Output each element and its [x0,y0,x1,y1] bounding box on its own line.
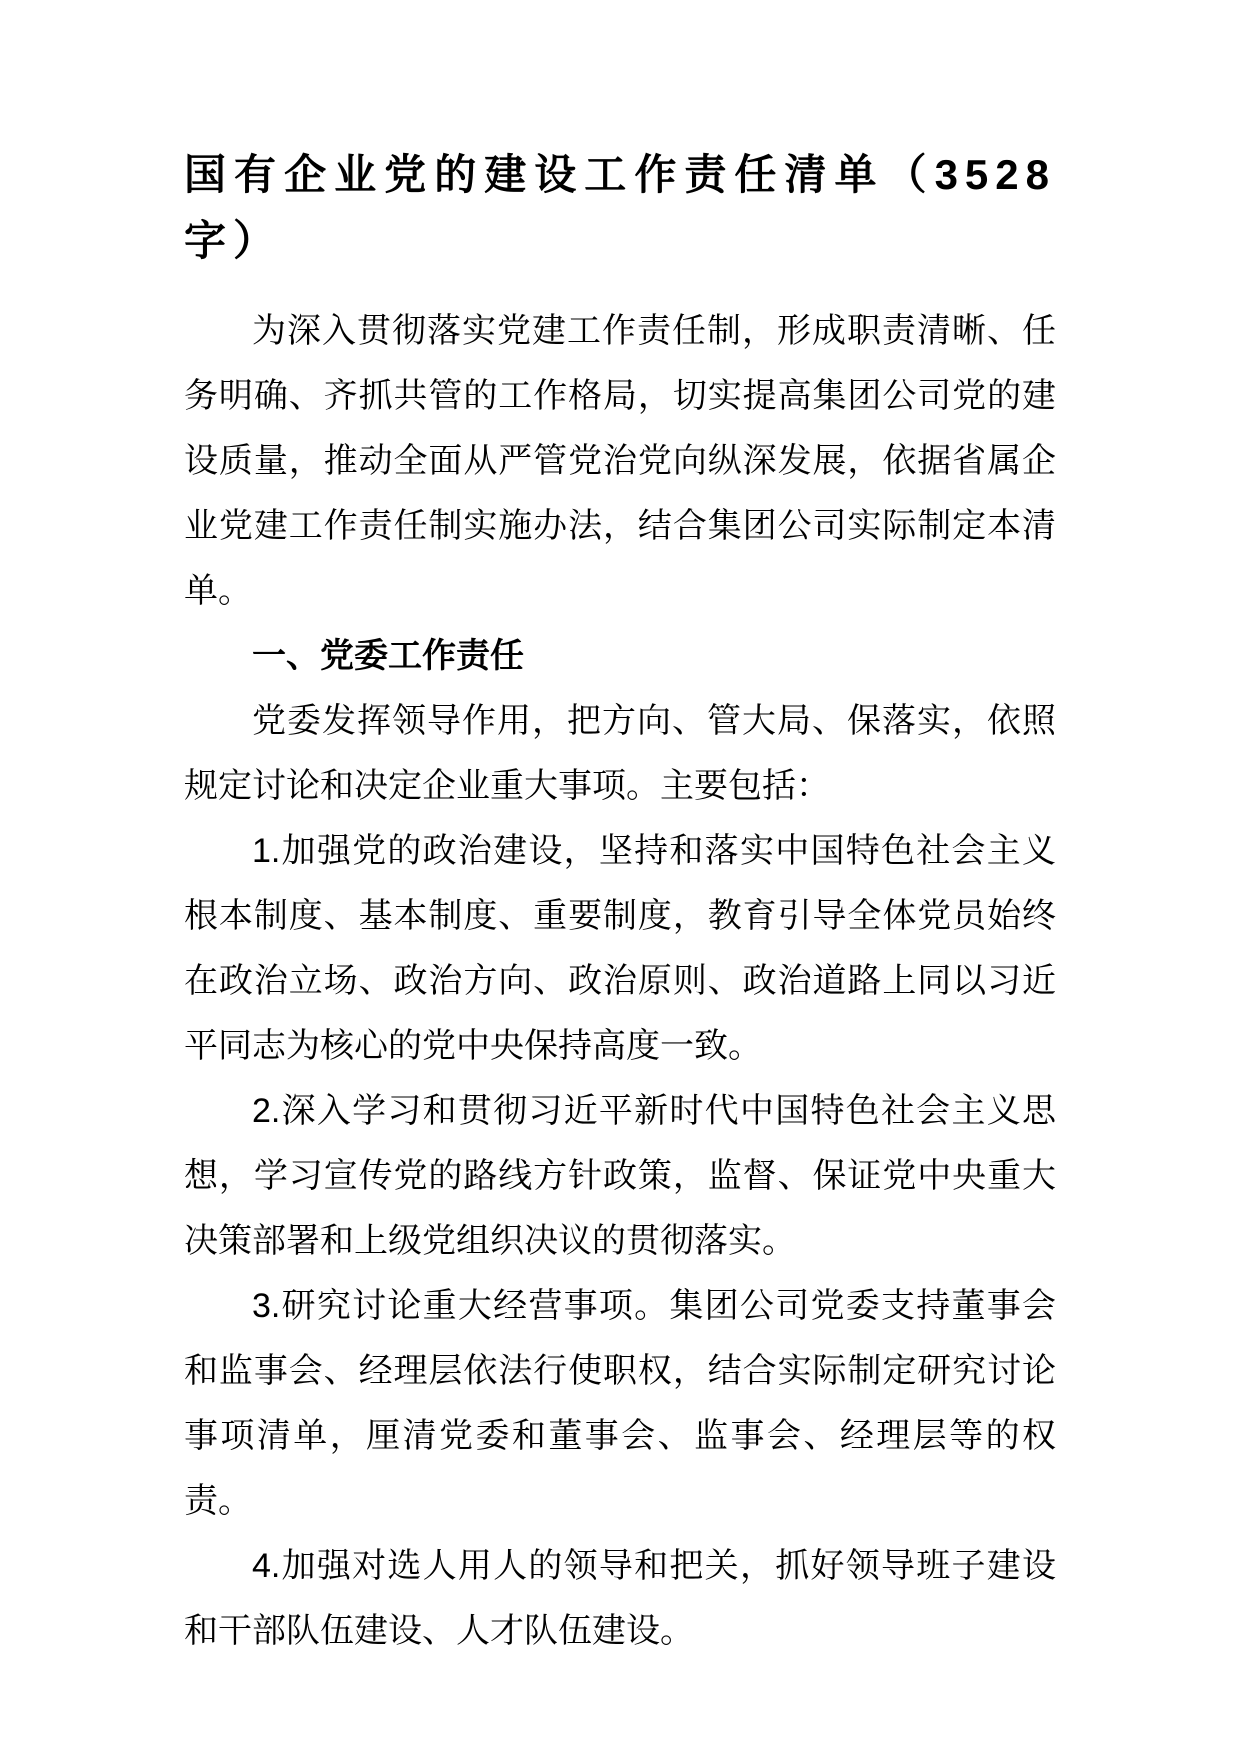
paragraph: 为深入贯彻落实党建工作责任制，形成职责清晰、任务明确、齐抓共管的工作格局，切实提高集团公司党的建设质量，推动全面从严管党治党向纵深发展，依据省属企业党建工作责任制实施办法，结合集团公司实际制定本清单。 [184,312,1056,610]
paragraph: 3.研究讨论重大经营事项。集团公司党委支持董事会和监事会、经理层依法行使职权，结合实际制定研究讨论事项清单，厘清党委和董事会、监事会、经理层等的权责。 [184,1287,1056,1520]
paragraph: 1.加强党的政治建设，坚持和落实中国特色社会主义根本制度、基本制度、重要制度，教育引导全体党员始终在政治立场、政治方向、政治原则、政治道路上同以习近平同志为核心的党中央保持高度一致。 [184,832,1056,1065]
paragraph: 党委发挥领导作用，把方向、管大局、保落实，依照规定讨论和决定企业重大事项。主要包括： [184,702,1056,805]
paragraph: 2.深入学习和贯彻习近平新时代中国特色社会主义思想，学习宣传党的路线方针政策，监督、保证党中央重大决策部署和上级党组织决议的贯彻落实。 [184,1092,1056,1260]
document-body [184,299,1056,1664]
document-title: 国有企业党的建设工作责任清单（3528字） [184,151,1056,264]
paragraph: 4.加强对选人用人的领导和把关，抓好领导班子建设和干部队伍建设、人才队伍建设。 [184,1547,1056,1650]
section-heading: 一、党委工作责任 [252,637,524,675]
